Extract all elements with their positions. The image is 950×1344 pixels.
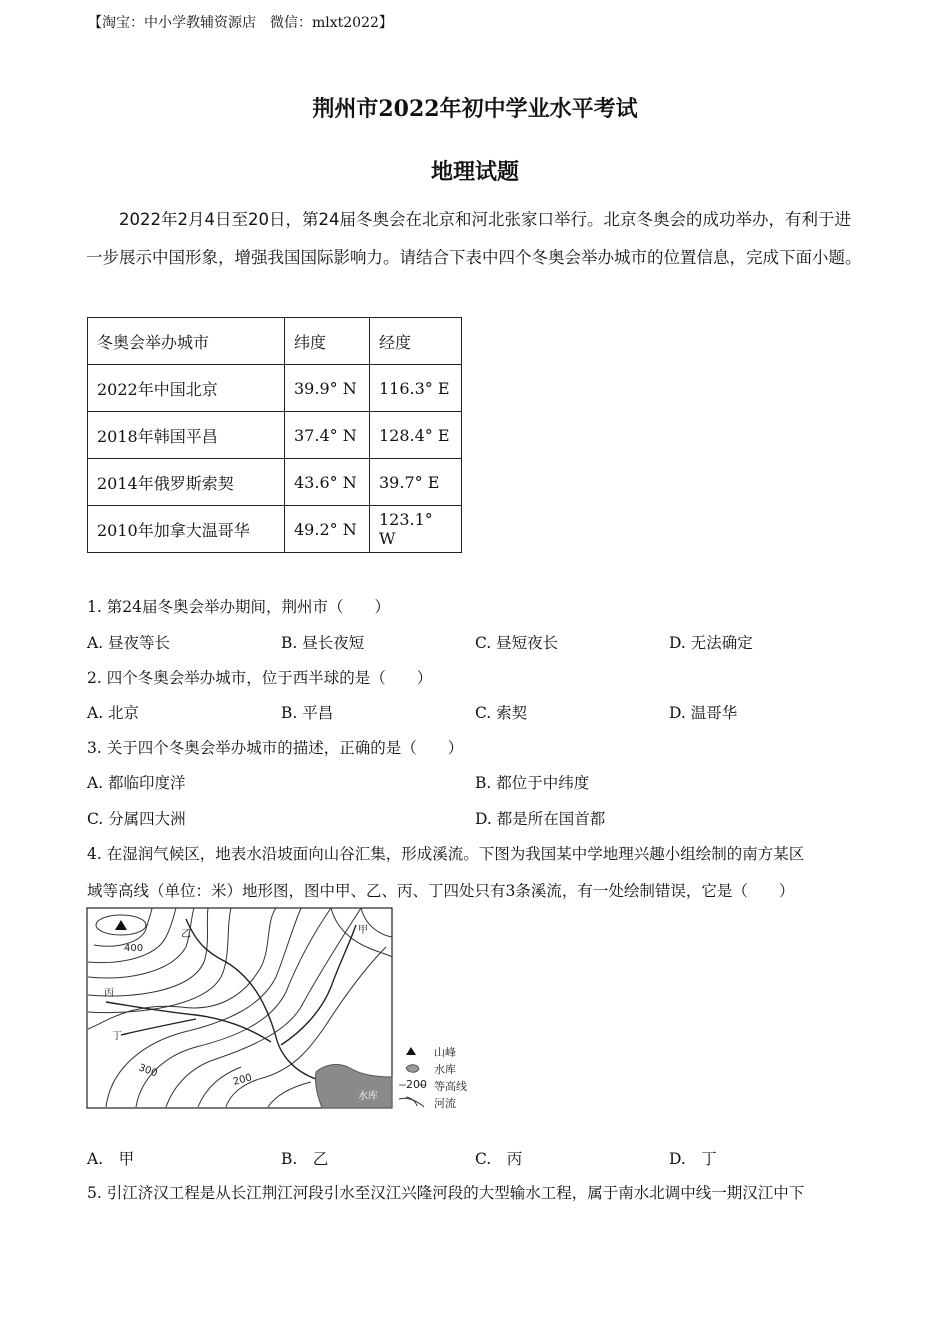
question-4-stem-line-2: 域等高线（单位：米）地形图，图中甲、乙、丙、丁四处只有3条溪流，有一处绘制错误，它是（ ） [87,882,795,900]
map-label-bing: 丙 [104,988,114,999]
table-header-row [88,318,462,365]
table-cell: 2018年韩国平昌 [88,412,285,459]
table-header-cell: 纬度 [285,318,370,365]
q1-option-b[interactable]: B. 昼长夜短 [281,634,365,652]
contour-label-200: 200 [231,1072,254,1088]
winter-olympics-table [87,317,462,553]
q1-option-d[interactable]: D. 无法确定 [669,634,753,652]
q2-option-a[interactable]: A. 北京 [87,704,140,722]
table-row [88,412,462,459]
table-cell: 123.1° W [370,506,462,553]
legend-peak-label: 山峰 [434,1046,456,1059]
question-2-stem: 2. 四个冬奥会举办城市，位于西半球的是（ ） [87,669,433,687]
map-label-ding: 丁 [112,1031,122,1042]
table-cell: 128.4° E [370,412,462,459]
table-cell: 2010年加拿大温哥华 [88,506,285,553]
page-header: 【淘宝：中小学教辅资源店 微信：mlxt2022】 [88,15,393,31]
table-cell: 2014年俄罗斯索契 [88,459,285,506]
q3-option-a[interactable]: A. 都临印度洋 [87,774,186,792]
reservoir-icon [406,1065,419,1073]
q3-option-d[interactable]: D. 都是所在国首都 [475,810,606,828]
map-label-jia: 甲 [358,925,368,936]
reservoir-label: 水库 [358,1091,378,1102]
contour-label-300: 300 [136,1062,159,1080]
question-5-stem: 5. 引江济汉工程是从长江荆江河段引水至汉江兴隆河段的大型输水工程，属于南水北调中线一期汉江中下 [87,1184,805,1202]
question-3-stem: 3. 关于四个冬奥会举办城市的描述，正确的是（ ） [87,739,464,757]
intro-paragraph: 2022年2月4日至20日，第24届冬奥会在北京和河北张家口举行。北京冬奥会的成功举办，有利于进一步展示中国形象，增强我国国际影响力。请结合下表中四个冬奥会举办城市的位置信息，完成下面小题。 [86,210,862,267]
q4-option-c[interactable]: C. 丙 [475,1150,523,1168]
q2-option-c[interactable]: C. 索契 [475,704,528,722]
legend-contour-label: 等高线 [434,1080,467,1093]
table-cell: 2022年中国北京 [88,365,285,412]
q1-option-a[interactable]: A. 昼夜等长 [87,634,171,652]
contour-map [86,907,476,1112]
table-cell: 37.4° N [285,412,370,459]
q1-option-c[interactable]: C. 昼短夜长 [475,634,559,652]
legend-reservoir-label: 水库 [434,1063,456,1076]
table-cell: 43.6° N [285,459,370,506]
question-4-stem-line-1: 4. 在湿润气候区，地表水沿坡面向山谷汇集，形成溪流。下图为我国某中学地理兴趣小组绘制的南方某区 [87,845,805,863]
q2-option-b[interactable]: B. 平昌 [281,704,334,722]
table-row [88,459,462,506]
map-label-yi: 乙 [181,929,191,940]
table-cell: 49.2° N [285,506,370,553]
q3-option-c[interactable]: C. 分属四大洲 [87,810,186,828]
mountain-peak-icon [406,1047,416,1055]
exam-subtitle: 地理试题 [430,159,519,185]
q2-option-d[interactable]: D. 温哥华 [669,704,738,722]
table-row [88,506,462,553]
table-cell: 39.9° N [285,365,370,412]
legend-river-label: 河流 [434,1097,456,1110]
q3-option-b[interactable]: B. 都位于中纬度 [475,774,590,792]
table-header-cell: 经度 [370,318,462,365]
q4-option-a[interactable]: A. 甲 [87,1150,135,1168]
river-legend-icon [399,1098,424,1107]
legend-contour-value: 200 [406,1078,427,1091]
exam-title: 荆州市2022年初中学业水平考试 [312,96,638,122]
question-1-stem: 1. 第24届冬奥会举办期间，荆州市（ ） [87,598,390,616]
table-row [88,365,462,412]
q4-option-b[interactable]: B. 乙 [281,1150,329,1168]
table-cell: 116.3° E [370,365,462,412]
map-legend [399,1045,467,1110]
contour-label-400: 400 [124,943,144,954]
table-header-cell: 冬奥会举办城市 [88,318,285,365]
q4-option-d[interactable]: D. 丁 [669,1150,717,1168]
table-cell: 39.7° E [370,459,462,506]
